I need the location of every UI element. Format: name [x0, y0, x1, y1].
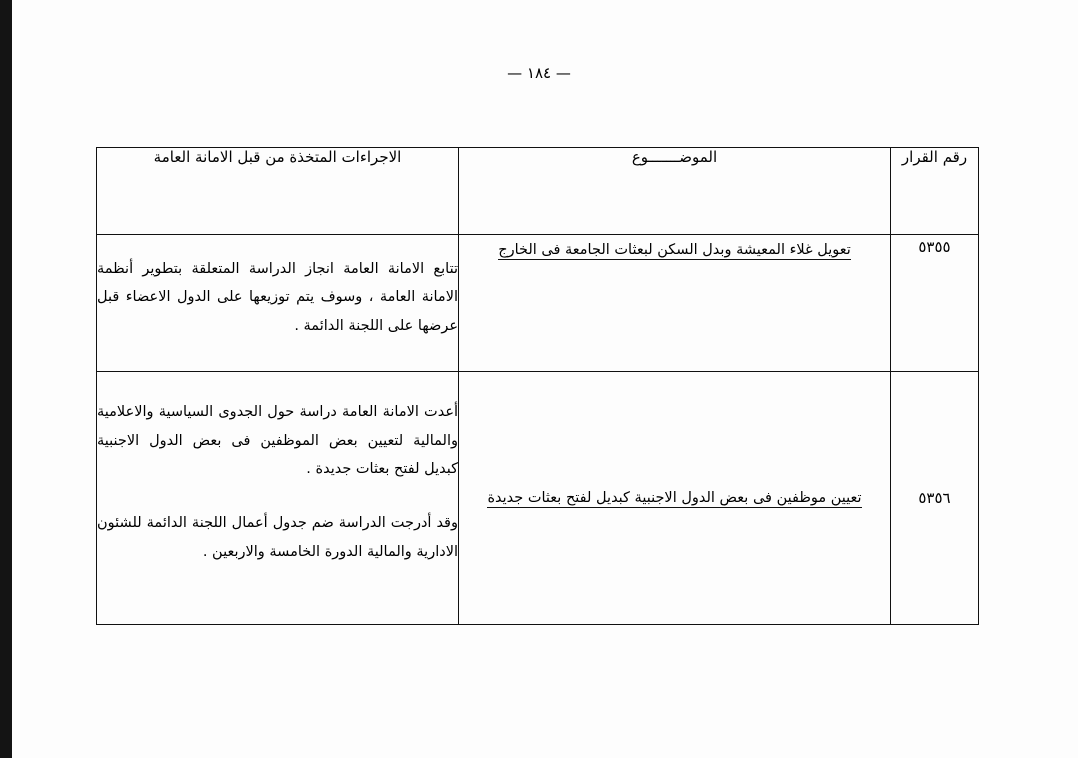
- header-subject: الموضـــــــوع: [459, 148, 891, 235]
- cell-decision-number: ٥٣٥٥: [891, 235, 979, 372]
- subject-text: تعويل غلاء المعيشة وبدل السكن لبعثات الجامعة فى الخارج: [498, 242, 851, 258]
- decisions-table: [96, 147, 979, 625]
- subject-text: تعيين موظفين فى بعض الدول الاجنبية كبديل لفتح بعثات جديدة: [487, 490, 862, 507]
- cell-actions: [97, 372, 459, 625]
- table-body: [97, 235, 979, 625]
- action-paragraph: تتابع الامانة العامة انجاز الدراسة المتعلقة بتطوير أنظمة الامانة العامة ، وسوف يتم توزيعها على الدول الاعضاء قبل عرضها على اللجنة الدائمة .: [97, 261, 458, 334]
- cell-actions: [97, 235, 459, 372]
- action-paragraph: وقد أدرجت الدراسة ضم جدول أعمال اللجنة الدائمة للشئون الادارية والمالية الدورة الخامسة والاربعين .: [97, 515, 458, 560]
- table-row: [97, 372, 979, 625]
- header-decision-number: رقم القرار: [891, 148, 979, 235]
- cell-subject: [459, 372, 891, 625]
- cell-subject: [459, 235, 891, 372]
- cell-decision-number: ٥٣٥٦: [891, 372, 979, 625]
- table-header-row: [97, 148, 979, 235]
- decisions-table-container: [97, 147, 979, 625]
- table-row: [97, 235, 979, 372]
- scan-margin-edge: [0, 0, 12, 758]
- table-header: [97, 148, 979, 235]
- action-paragraph: أعدت الامانة العامة دراسة حول الجدوى السياسية والاعلامية والمالية لتعيين بعض الموظفين فى بعض الدول الاجنبية كبديل لفتح بعثات جديدة .: [97, 404, 458, 477]
- header-actions: الاجراءات المتخذة من قبل الامانة العامة: [97, 148, 459, 235]
- page-number: — ١٨٤ —: [507, 64, 571, 82]
